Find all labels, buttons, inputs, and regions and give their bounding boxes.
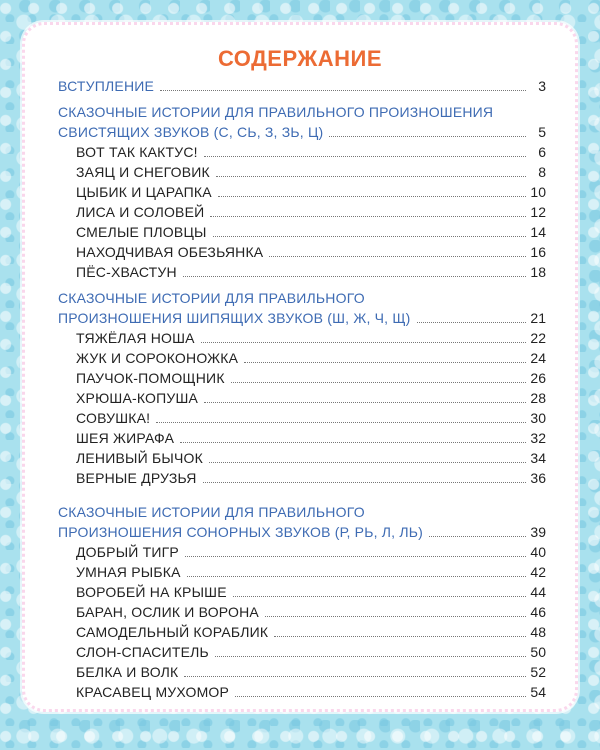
- contents-page: [22, 22, 578, 712]
- toc-entry[interactable]: [58, 222, 546, 242]
- dot-leader: [218, 196, 526, 197]
- toc-page-number: 26: [530, 370, 546, 386]
- toc-entry-label: СКАЗОЧНЫЕ ИСТОРИИ ДЛЯ ПРАВИЛЬНОГО: [58, 290, 365, 306]
- toc-entry-label: ЛЕНИВЫЙ БЫЧОК: [76, 450, 203, 466]
- toc-page-number: 54: [530, 684, 546, 700]
- dot-leader: [185, 556, 526, 557]
- toc-section-heading[interactable]: [58, 76, 546, 96]
- toc-entry-label: СЛОН-СПАСИТЕЛЬ: [76, 644, 209, 660]
- dot-leader: [417, 322, 526, 323]
- toc-entry[interactable]: [58, 348, 546, 368]
- dot-leader: [235, 696, 526, 697]
- toc-entry[interactable]: [58, 328, 546, 348]
- toc-entry[interactable]: [58, 468, 546, 488]
- toc-entry[interactable]: [58, 562, 546, 582]
- toc-entry-label: СКАЗОЧНЫЕ ИСТОРИИ ДЛЯ ПРАВИЛЬНОГО: [58, 504, 365, 520]
- dot-leader: [156, 422, 526, 423]
- toc-entry-label: ЦЫБИК И ЦАРАПКА: [76, 184, 212, 200]
- toc-page-number: 16: [530, 244, 546, 260]
- dot-leader: [187, 576, 526, 577]
- toc-section-heading[interactable]: [58, 102, 546, 122]
- toc-page-number: 52: [530, 664, 546, 680]
- toc-entry-label: ХРЮША-КОПУША: [76, 390, 199, 406]
- toc-entry-label: НАХОДЧИВАЯ ОБЕЗЬЯНКА: [76, 244, 264, 260]
- dot-leader: [233, 596, 526, 597]
- toc-page-number: 30: [530, 410, 546, 426]
- toc-entry[interactable]: [58, 202, 546, 222]
- toc-page-number: 28: [530, 390, 546, 406]
- toc-entry-label: ПЁС-ХВАСТУН: [76, 264, 177, 280]
- dot-leader: [215, 656, 526, 657]
- toc-entry-label: ВОТ ТАК КАКТУС!: [76, 144, 198, 160]
- toc-entry-label: БЕЛКА И ВОЛК: [76, 664, 179, 680]
- dot-leader: [274, 636, 526, 637]
- dot-leader: [244, 362, 526, 363]
- dot-leader: [213, 236, 526, 237]
- toc-entry-label: ЛИСА И СОЛОВЕЙ: [76, 204, 205, 220]
- toc-page-number: 36: [530, 470, 546, 486]
- page-title: СОДЕРЖАНИЕ: [217, 46, 383, 71]
- toc-entry-label: СКАЗОЧНЫЕ ИСТОРИИ ДЛЯ ПРАВИЛЬНОГО ПРОИЗНОШЕНИЯ: [58, 104, 494, 120]
- toc-entry[interactable]: [58, 682, 546, 702]
- toc-entry-label: ВЕРНЫЕ ДРУЗЬЯ: [76, 470, 197, 486]
- toc-entry[interactable]: [58, 142, 546, 162]
- toc-page-number: 3: [538, 78, 546, 94]
- toc-page-number: 24: [530, 350, 546, 366]
- toc-page-number: 12: [530, 204, 546, 220]
- toc-entry[interactable]: [58, 182, 546, 202]
- toc-page-number: 5: [538, 124, 546, 140]
- toc-entry-label: ЗАЯЦ И СНЕГОВИК: [76, 164, 210, 180]
- toc-page-number: 46: [530, 604, 546, 620]
- toc-page-number: 50: [530, 644, 546, 660]
- toc-page-number: 48: [530, 624, 546, 640]
- toc-entry[interactable]: [58, 388, 546, 408]
- dot-leader: [210, 216, 526, 217]
- dot-leader: [216, 176, 526, 177]
- dot-leader: [201, 342, 526, 343]
- toc-entry-label: ПРОИЗНОШЕНИЯ ШИПЯЩИХ ЗВУКОВ (Ш, Ж, Ч, Щ): [58, 310, 411, 326]
- toc-page-number: 32: [530, 430, 546, 446]
- toc-entry-label: ВСТУПЛЕНИЕ: [58, 78, 155, 94]
- dot-leader: [269, 256, 526, 257]
- dot-leader: [180, 442, 526, 443]
- toc-page-number: 21: [530, 310, 546, 326]
- toc-entry-label: СВИСТЯЩИХ ЗВУКОВ (С, СЬ, З, ЗЬ, Ц): [58, 124, 324, 140]
- toc-page-number: 22: [530, 330, 546, 346]
- toc-entry[interactable]: [58, 428, 546, 448]
- toc-entry-label: СОВУШКА!: [76, 410, 151, 426]
- dot-leader: [231, 382, 526, 383]
- dot-leader: [329, 136, 526, 137]
- toc-entry[interactable]: [58, 542, 546, 562]
- toc-entry-label: КРАСАВЕЦ МУХОМОР: [76, 684, 230, 700]
- toc-page-number: 6: [538, 144, 546, 160]
- toc-entry-label: ПАУЧОК-ПОМОЩНИК: [76, 370, 225, 386]
- toc-entry[interactable]: [58, 242, 546, 262]
- toc-page-number: 18: [530, 264, 546, 280]
- dot-leader: [209, 462, 526, 463]
- toc-entry-label: ВОРОБЕЙ НА КРЫШЕ: [76, 584, 227, 600]
- toc-section-heading[interactable]: [58, 308, 546, 328]
- toc-entry-label: СМЕЛЫЕ ПЛОВЦЫ: [76, 224, 207, 240]
- toc-section-heading[interactable]: [58, 522, 546, 542]
- toc-entry[interactable]: [58, 622, 546, 642]
- toc-entry[interactable]: [58, 582, 546, 602]
- toc-page-number: 44: [530, 584, 546, 600]
- toc-page-number: 40: [530, 544, 546, 560]
- dot-leader: [429, 536, 526, 537]
- dot-leader: [183, 276, 526, 277]
- toc-entry-label: ШЕЯ ЖИРАФА: [76, 430, 175, 446]
- toc-section-heading[interactable]: [58, 288, 546, 308]
- toc-entry-label: ТЯЖЁЛАЯ НОША: [76, 330, 195, 346]
- toc-entry[interactable]: [58, 408, 546, 428]
- toc-entry[interactable]: [58, 162, 546, 182]
- toc-entry-label: БАРАН, ОСЛИК И ВОРОНА: [76, 604, 259, 620]
- dot-leader: [203, 482, 526, 483]
- toc-page-number: 8: [538, 164, 546, 180]
- toc-entry-label: ДОБРЫЙ ТИГР: [76, 544, 179, 560]
- dot-leader: [204, 402, 526, 403]
- toc-entry-label: УМНАЯ РЫБКА: [76, 564, 181, 580]
- toc-page-number: 10: [530, 184, 546, 200]
- toc-page-number: 14: [530, 224, 546, 240]
- toc-entry[interactable]: [58, 662, 546, 682]
- dot-leader: [204, 156, 526, 157]
- dot-leader: [265, 616, 526, 617]
- dot-leader: [184, 676, 526, 677]
- toc-entry[interactable]: [58, 642, 546, 662]
- toc-entry-label: ЖУК И СОРОКОНОЖКА: [76, 350, 239, 366]
- toc-section-heading[interactable]: [58, 122, 546, 142]
- toc-section-heading[interactable]: [58, 502, 546, 522]
- toc-entry[interactable]: [58, 448, 546, 468]
- toc-page-number: 42: [530, 564, 546, 580]
- toc-entry-label: САМОДЕЛЬНЫЙ КОРАБЛИК: [76, 624, 269, 640]
- toc-entry[interactable]: [58, 262, 546, 282]
- toc-page-number: 34: [530, 450, 546, 466]
- toc-entry[interactable]: [58, 602, 546, 622]
- dot-leader: [160, 90, 526, 91]
- toc-entry[interactable]: [58, 368, 546, 388]
- table-of-contents: [58, 76, 546, 702]
- toc-entry-label: ПРОИЗНОШЕНИЯ СОНОРНЫХ ЗВУКОВ (Р, РЬ, Л, ЛЬ): [58, 524, 423, 540]
- toc-page-number: 39: [530, 524, 546, 540]
